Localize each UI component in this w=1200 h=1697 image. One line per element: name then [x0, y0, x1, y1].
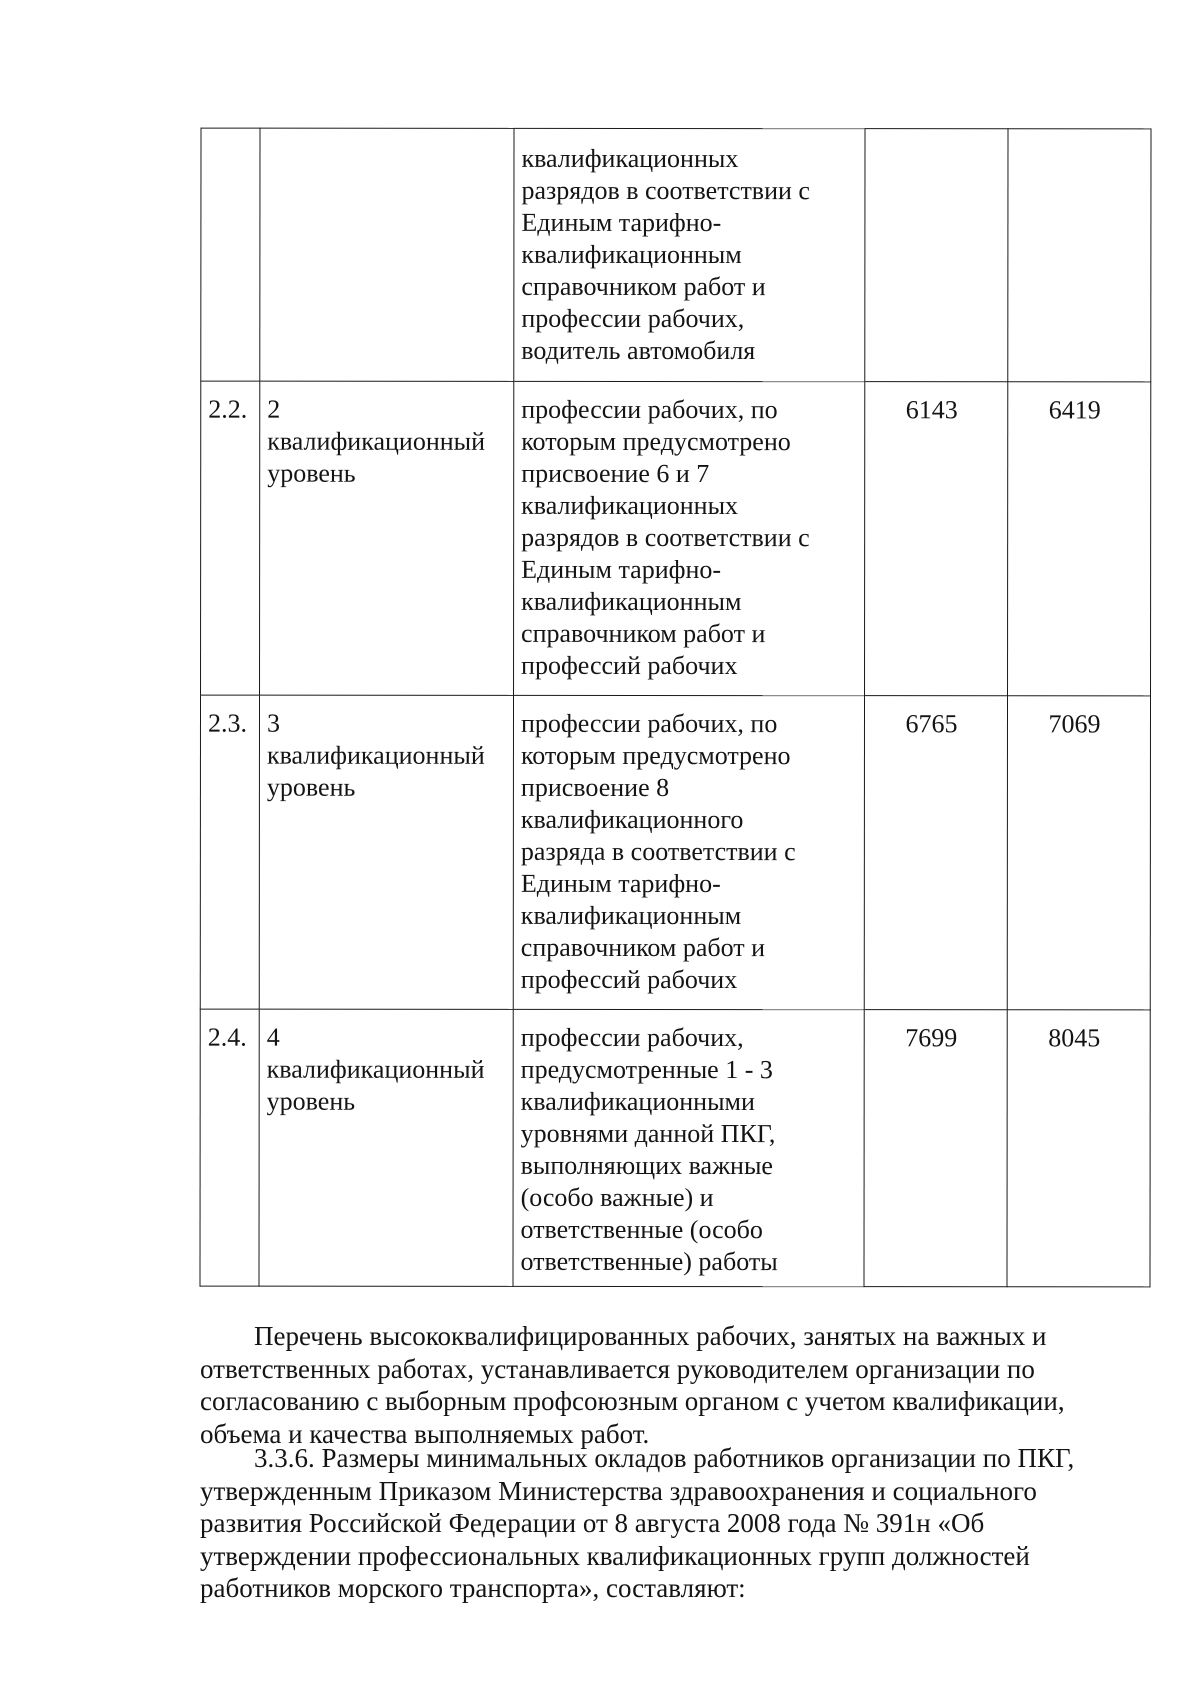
description-line: профессии рабочих, [521, 303, 745, 334]
description-cell [514, 381, 865, 695]
salary-table [199, 128, 1151, 1288]
salary-2-cell [1008, 129, 1151, 382]
description-line: профессий рабочих [520, 964, 738, 995]
salary-2-cell: 8045 [1007, 1010, 1150, 1287]
level-cell [259, 1009, 513, 1286]
description-line: квалификационным [520, 900, 742, 931]
workers-list-paragraph [200, 1320, 1150, 1450]
salary-1-cell: 6765 [864, 696, 1007, 1010]
paragraph-line: развития Российской Федерации от 8 августа 2008 года № 391н «Об [200, 1508, 985, 1538]
salary-2-cell: 7069 [1007, 696, 1150, 1010]
level-cell [260, 381, 514, 695]
row-number-cell: 2.2. [201, 381, 260, 695]
row-number-cell: 2.4. [200, 1009, 259, 1286]
description-line: квалификационных [521, 490, 739, 521]
description-line: профессий рабочих [521, 650, 738, 681]
salary-2-cell: 6419 [1008, 382, 1151, 696]
description-line: профессии рабочих, [520, 1022, 744, 1053]
description-line: ответственные (особо [520, 1214, 763, 1245]
table-row [200, 695, 1150, 1010]
description-line: квалификационных [521, 143, 739, 174]
level-line: квалификационный [266, 740, 485, 770]
paragraph-line: работников морского транспорта», составляют: [200, 1573, 746, 1603]
table-row [201, 381, 1151, 696]
paragraph-line: Перечень высококвалифицированных рабочих, занятых на важных и [254, 1321, 1047, 1351]
salary-1-cell [865, 129, 1008, 382]
paragraph-line: ответственных работах, устанавливается руководителем организации по [200, 1353, 1035, 1384]
description-line: справочником работ и [520, 932, 766, 963]
salary-1-cell: 7699 [864, 1010, 1007, 1287]
description-line: справочником работ и [521, 271, 766, 302]
level-cell [259, 695, 513, 1009]
description-line: уровнями данной ПКГ, [520, 1118, 776, 1149]
section-3-3-6-paragraph [200, 1442, 1150, 1605]
paragraph-line: 3.3.6. Размеры минимальных окладов работников организации по ПКГ, [254, 1443, 1075, 1473]
description-line: выполняющих важные [520, 1150, 774, 1181]
row-number-cell: 2.3. [200, 695, 259, 1009]
table-row [200, 1009, 1150, 1287]
description-line: квалификационным [521, 586, 742, 617]
description-line: квалификационного [520, 804, 744, 835]
description-line: (особо важные) и [520, 1182, 714, 1213]
description-line: предусмотренные 1 - 3 [520, 1054, 773, 1085]
description-line: которым предусмотрено [521, 426, 791, 457]
paragraph-line: согласованию с выборным профсоюзным органом с учетом квалификации, [200, 1386, 1065, 1416]
description-line: разрядов в соответствии с [521, 175, 810, 206]
level-line: 2 [267, 394, 281, 424]
salary-1-cell: 6143 [865, 382, 1008, 696]
description-line: разрядов в соответствии с [521, 522, 810, 553]
description-line: Единым тарифно- [521, 207, 722, 238]
row-number-cell [201, 128, 260, 381]
description-line: профессии рабочих, по [521, 394, 778, 425]
paragraph-line: объема и качества выполняемых работ. [200, 1418, 650, 1449]
description-line: присвоение 8 [520, 772, 670, 802]
table-row [201, 128, 1151, 382]
level-cell [260, 128, 514, 381]
description-line: присвоение 6 и 7 [521, 458, 710, 489]
description-line: которым предусмотрено [520, 740, 791, 771]
description-cell [513, 1009, 864, 1286]
level-line: квалификационный [266, 1054, 485, 1084]
description-line: Единым тарифно- [521, 554, 722, 585]
description-cell [514, 128, 865, 381]
description-line: квалификационным [521, 239, 742, 270]
description-line: Единым тарифно- [520, 868, 721, 899]
paragraph-line: утверждении профессиональных квалификационных групп должностей [200, 1540, 1030, 1571]
level-line: квалификационный [267, 426, 486, 456]
description-line: разряда в соответствии с [520, 836, 796, 867]
description-cell [513, 695, 864, 1009]
description-line: справочником работ и [521, 618, 766, 649]
level-line: уровень [267, 458, 356, 488]
paragraph-line: утвержденным Приказом Министерства здравоохранения и социального [200, 1475, 1037, 1506]
level-line: уровень [266, 1086, 356, 1116]
level-line: 4 [266, 1022, 280, 1052]
description-line: квалификационными [520, 1086, 755, 1117]
level-line: уровень [266, 772, 356, 802]
description-line: ответственные) работы [520, 1246, 778, 1277]
description-line: профессии рабочих, по [520, 708, 778, 739]
level-line: 3 [266, 708, 280, 738]
description-line: водитель автомобиля [521, 335, 756, 366]
